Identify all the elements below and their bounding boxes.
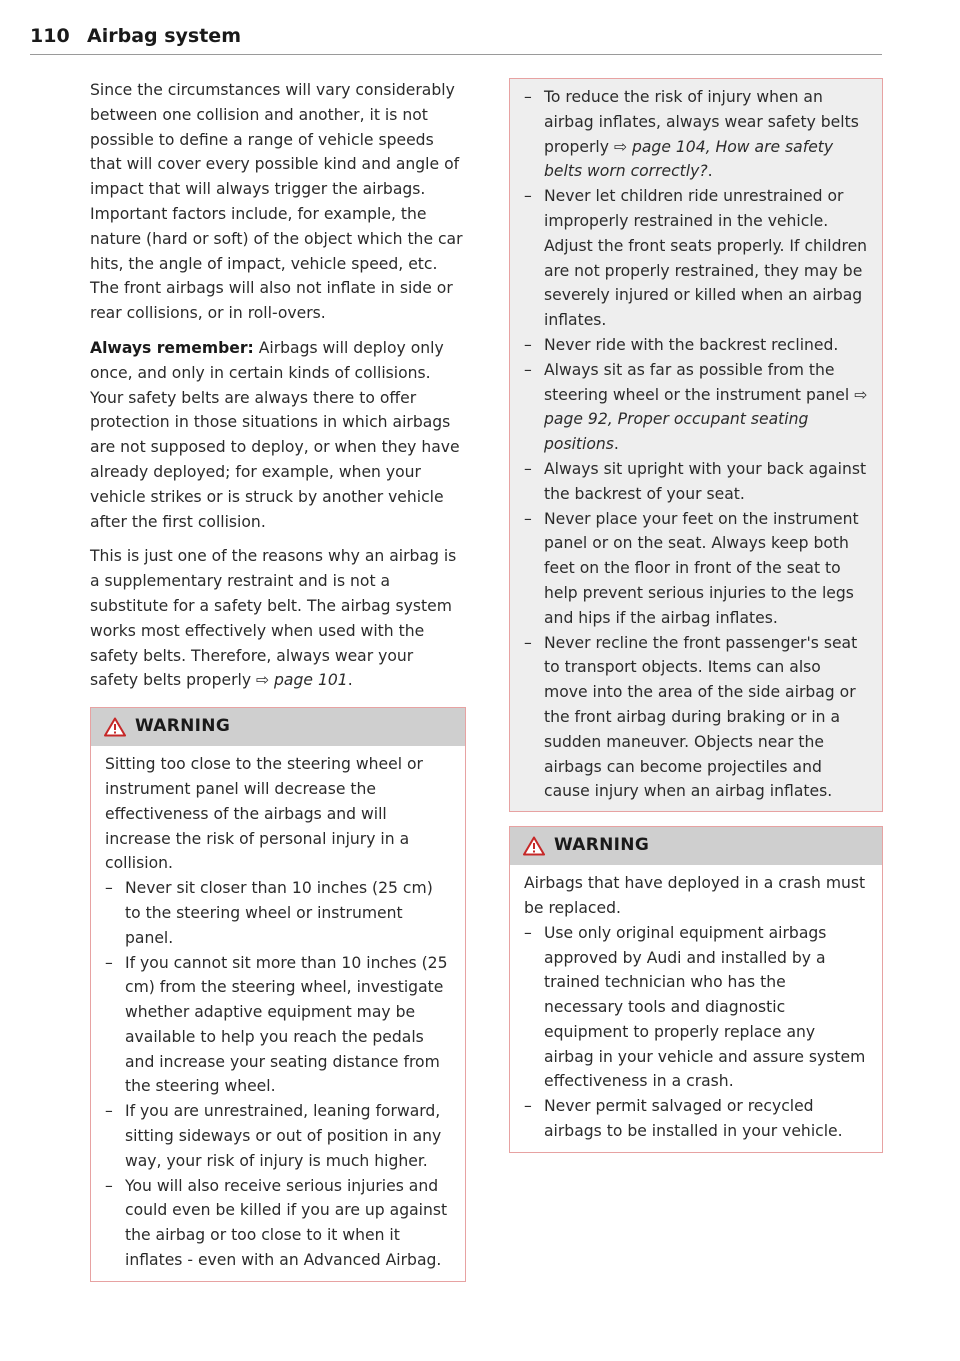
list-item-text: To reduce the risk of injury when an airbag inflates, always wear safety belts properly xyxy=(544,88,859,156)
list-item: – Use only original equipment airbags approved by Audi and installed by a trained technician who has the necessary tools and diagnostic equipment to properly replace any airbag in your vehicle and assure system effectiveness in a crash. xyxy=(524,923,866,1091)
right-column xyxy=(509,78,883,1153)
list-item-text: Always sit as far as possible from the steering wheel or the instrument panel xyxy=(544,360,855,404)
list-item: – Never place your feet on the instrument panel or on the seat. Always keep both feet on the floor in front of the seat to help prevent serious injuries to the legs and hips if the airbag inflates. xyxy=(524,509,859,627)
page-101-link[interactable]: ⇨ page 101 xyxy=(256,671,348,690)
warning-list xyxy=(524,921,869,1144)
list-item-text: If you are unrestrained, leaning forward, sitting sideways or out of position in any way, your risk of injury is much higher. xyxy=(125,1102,442,1170)
intro-paragraph: Since the circumstances will vary considerably between one collision and another, it is not possible to define a range of vehicle speeds that will cover every possible kind and angle of impact that will always trigger the airbags. Important factors include, for example, the nature (hard or soft) of the object which the car hits, the angle of impact, vehicle speed, etc. The front airbags will also not inflate in side or rear collisions, or in roll-overs. xyxy=(90,81,463,323)
warning-intro: Airbags that have deployed in a crash must be replaced. xyxy=(524,874,866,917)
always-remember-text: Airbags will deploy only once, and only in certain kinds of collisions. Your safety belts are always there to offer protection in those situations in which airbags are not supposed to deploy, or when they have already deployed; for example, when your vehicle strikes or is struck by another vehicle after the first collision. xyxy=(90,338,460,531)
list-item-text: Never permit salvaged or recycled airbags to be installed in your vehicle. xyxy=(544,1097,843,1141)
continuation-list xyxy=(524,85,869,804)
warning-continuation-box xyxy=(509,78,883,812)
section-title: Airbag system xyxy=(87,25,241,47)
supplementary-paragraph xyxy=(90,544,466,693)
list-item: – If you are unrestrained, leaning forward, sitting sideways or out of position in any way, your risk of injury is much higher. xyxy=(105,1102,442,1170)
supplementary-text: This is just one of the reasons why an airbag is a supplementary restraint and is not a substitute for a safety belt. The airbag system works most effectively when used with the safety belts. Therefore, always wear your safety belts properly xyxy=(90,547,457,690)
list-item-text: Never place your feet on the instrument panel or on the seat. Always keep both feet on the floor in front of the seat to help prevent serious injuries to the legs and hips if the airbag inflates. xyxy=(544,509,859,627)
warning-box-seating xyxy=(90,707,466,1282)
sentence-end: . xyxy=(613,435,619,454)
always-remember-paragraph xyxy=(90,336,466,534)
page-92-link[interactable]: ⇨ page 92, Proper occupant seating positions xyxy=(544,385,868,454)
list-item-text: Never sit closer than 10 inches (25 cm) to the steering wheel or instrument panel. xyxy=(125,879,433,947)
list-item: – You will also receive serious injuries and could even be killed if you are up against the airbag or too close to it when it inflates - even with an Advanced Airbag. xyxy=(105,1176,448,1270)
warning-box-replacement xyxy=(509,826,883,1153)
list-item-text: Never let children ride unrestrained or improperly restrained in the vehicle. Adjust the front seats properly. If children are not properly restrained, they may be severely injured or killed when an airbag inflates. xyxy=(544,187,868,330)
always-remember-label: Always remember: xyxy=(90,338,254,357)
list-item-text: Use only original equipment airbags approved by Audi and installed by a trained technician who has the necessary tools and diagnostic equipment to properly replace any airbag in your vehicle and assure system effectiveness in a crash. xyxy=(544,923,866,1091)
list-item-text: Never ride with the backrest reclined. xyxy=(544,335,839,354)
warning-triangle-icon xyxy=(523,836,545,856)
list-item-text: Never recline the front passenger's seat to transport objects. Items can also move into the area of the side airbag or the front airbag during braking or in a sudden maneuver. Objects near the airbags can become projectiles and cause injury when an airbag inflates. xyxy=(544,633,858,801)
warning-triangle-icon xyxy=(104,717,126,737)
warning-header xyxy=(91,708,465,746)
list-item: – Never let children ride unrestrained or improperly restrained in the vehicle. Adjust the front seats properly. If children are not properly restrained, they may be severely injured or killed when an airbag inflates. xyxy=(524,187,868,330)
list-item: – Always sit as far as possible from the steering wheel or the instrument panel ⇨ page 92, Proper occupant seating positions. xyxy=(524,360,868,454)
page-number: 110 xyxy=(30,25,70,47)
page-header xyxy=(30,24,882,55)
list-item: – Never permit salvaged or recycled airbags to be installed in your vehicle. xyxy=(524,1097,843,1141)
list-item: – Never sit closer than 10 inches (25 cm) to the steering wheel or instrument panel. xyxy=(105,879,433,947)
list-item: – Always sit upright with your back against the backrest of your seat. xyxy=(524,459,867,503)
list-item-text: You will also receive serious injuries and could even be killed if you are up against the airbag or too close to it when it inflates - even with an Advanced Airbag. xyxy=(125,1176,448,1270)
warning-list xyxy=(105,876,452,1273)
list-item: – To reduce the risk of injury when an airbag inflates, always wear safety belts properly ⇨ page 104, How are safety belts worn correctly?. xyxy=(524,88,859,181)
list-item: – Never ride with the backrest reclined. xyxy=(524,335,839,354)
warning-intro: Sitting too close to the steering wheel or instrument panel will decrease the effectiveness of the airbags and will increase the risk of personal injury in a collision. xyxy=(105,755,423,873)
warning-header xyxy=(510,827,882,865)
list-item-text: If you cannot sit more than 10 inches (25 cm) from the steering wheel, investigate whether adaptive equipment may be available to help you reach the pedals and increase your seating distance from the steering wheel. xyxy=(125,953,448,1096)
warning-title: WARNING xyxy=(554,835,650,856)
sentence-end: . xyxy=(707,162,713,181)
warning-body xyxy=(510,865,882,1152)
page-104-link[interactable]: ⇨ page 104, How are safety belts worn correctly? xyxy=(544,137,834,181)
left-column xyxy=(90,78,466,1282)
list-item: – If you cannot sit more than 10 inches (25 cm) from the steering wheel, investigate whether adaptive equipment may be available to help you reach the pedals and increase your seating distance from the steering wheel. xyxy=(105,953,448,1096)
sentence-end: . xyxy=(347,671,353,690)
list-item: – Never recline the front passenger's seat to transport objects. Items can also move into the area of the side airbag or the front airbag during braking or in a sudden maneuver. Objects near the airbags can become projectiles and cause injury when an airbag inflates. xyxy=(524,633,858,801)
warning-body xyxy=(91,746,465,1281)
list-item-text: Always sit upright with your back against the backrest of your seat. xyxy=(544,459,867,503)
warning-title: WARNING xyxy=(135,716,231,737)
